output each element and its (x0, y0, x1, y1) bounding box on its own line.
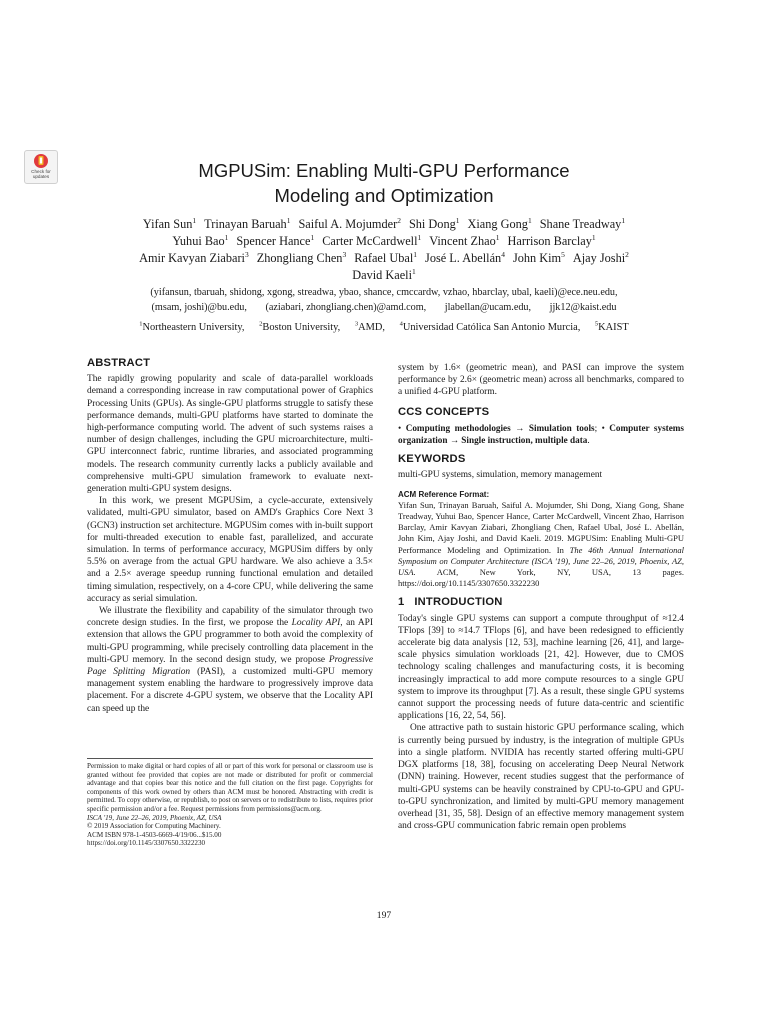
email-amd: (aziabari, zhongliang.chen)@amd.com, (265, 302, 427, 313)
email-kaist: jjk12@kaist.edu (549, 302, 617, 313)
author-name: Harrison Barclay$^1$ (507, 232, 596, 248)
locality-api-term: Locality API (291, 618, 341, 629)
acm-reference-heading: ACM Reference Format: (398, 489, 490, 499)
author-name: Xiang Gong$^1$ (467, 215, 532, 231)
affiliation: $^4$Universidad Católica San Antonio Murcia, (399, 321, 581, 334)
affiliation: $^3$AMD, (354, 321, 385, 334)
badge-label-line2: updates (32, 174, 50, 179)
author-name: Spencer Hance$^1$ (236, 232, 315, 248)
abstract-paragraph-3: We illustrate the flexibility and capability of the simulator through two concrete design studies. In the first, we propose the Locality API, an API extension that allows the GPU programmer to both avoid the complexity of multi-GPU programming, while precisely controlling data placement in the multi-GPU memory. In the second design study, we propose Progressive Page Splitting Migration (PASI), a customized multi-GPU memory management system enabling the hardware to progressively improve data placement. For a discrete 4-GPU system, we observe that the Locality API can speed up the (87, 606, 373, 714)
pasi-term: Progressive Page Splitting Migration (87, 654, 373, 678)
title-line-2: Modeling and Optimization (274, 185, 494, 206)
doi-link[interactable]: https://doi.org/10.1145/3307650.3322230 (87, 839, 206, 848)
keywords-text: multi-GPU systems, simulation, memory management (398, 470, 603, 481)
ccs-heading: CCS CONCEPTS (398, 405, 490, 418)
page-number: 197 (376, 910, 392, 921)
author-name: Yifan Sun$^1$ (142, 215, 197, 231)
abstract-paragraph-1: The rapidly growing popularity and scale of data-parallel workloads demand a corresponding increase in raw computational power of Graphics Processing Units (GPUs). As single-GPU platforms struggle to satisfy these performance demands, multi-GPU platforms have started to dominate the high-performance computing world. The advent of such systems raises a number of design challenges, including the GPU microarchitecture, multi-GPU interconnect fabric, runtime libraries, and associated programming models. The research community currently lacks a publicly available and comprehensive multi-GPU simulation framework to evaluate next-generation multi-GPU system designs. (87, 374, 373, 495)
author-name: Trinayan Baruah$^1$ (204, 215, 291, 231)
paper-title (0, 158, 768, 208)
affiliation-list (60, 318, 708, 335)
badge-label-line1: Check for (31, 169, 51, 174)
title-line-1: MGPUSim: Enabling Multi-GPU Performance (198, 160, 570, 181)
ccs-concepts: • Computing methodologies → Simulation tools; • Computer systems organization → Single instruction, multiple data. (398, 422, 685, 446)
affiliation: $^2$Boston University, (259, 321, 341, 334)
keywords-heading: KEYWORDS (398, 453, 466, 466)
author-name: Carter McCardwell$^1$ (322, 232, 422, 248)
intro-paragraph-1: Today's single GPU systems can support a compute throughput of ≈12.4 TFlops [39] to ≈14.7 TFlops [6], and have been redesigned to efficiently accelerate big data analysis [12, 53], machine learning [26, 41], and large-scale physics simulation workloads [21, 42]. However, due to CMOS technology scaling challenges and manufacturing costs, it is becoming increasingly impractical to add more compute resources to a single GPU system to improve its throughput [7]. As a result, these single GPU systems cannot support the processing needs of future data-centric and scientific applications [16, 22, 54, 56]. (398, 613, 684, 722)
left-column (87, 357, 373, 715)
abstract-continuation: system by 1.6× (geometric mean), and PASI can improve the system performance by 2.6× (geometric mean) across all benchmarks, compared to a unified 4-GPU platform. (398, 363, 684, 398)
abstract-paragraph-2: In this work, we present MGPUSim, a cycle-accurate, extensively validated, multi-GPU simulator, based on AMD's Graphics Core Next 3 (GCN3) instruction set architecture. MGPUSim comes with in-built support for multi-threaded execution to enable fast, parallelized, and accurate simulation. In terms of performance accuracy, MGPUSim differs by only 5.5% on average from the actual GPU hardware. We also achieve a 3.5× and a 2.5× average speedup running functional emulation and detailed timing simulation, respectively, on a 4-core CPU, while delivering the same accuracy as serial simulation. (87, 496, 373, 604)
author-name: Shi Dong$^1$ (408, 215, 460, 231)
author-name: Rafael Ubal$^1$ (354, 249, 418, 265)
author-name: José L. Abellán$^4$ (425, 249, 505, 265)
author-name: Shane Treadway$^1$ (539, 215, 626, 231)
email-bu: (msam, joshi)@bu.edu, (151, 302, 247, 313)
author-name: Zhongliang Chen$^3$ (256, 249, 347, 265)
author-name: Vincent Zhao$^1$ (429, 232, 500, 248)
author-name: Saiful A. Mojumder$^2$ (298, 215, 401, 231)
right-column (398, 362, 684, 832)
email-line-2 (60, 300, 708, 315)
introduction-heading: 1 INTRODUCTION (398, 596, 503, 609)
email-ucam: jlabellan@ucam.edu, (444, 302, 532, 313)
author-name: Yuhui Bao$^1$ (172, 232, 229, 248)
acm-reference: ACM Reference Format: Yifan Sun, Trinayan Baruah, Saiful A. Mojumder, Shi Dong, Xiang Gong, Shane Treadway, Yuhui Bao, Spencer Hance, Carter McCardwell, Vincent Zhao, Harrison Barclay, Amir Kavyan Ziabari, Zhongliang Chen, Rafael Ubal, José L. Abellán, John Kim, Ajay Joshi, and David Kaeli. 2019. MGPUSim: Enabling Multi-GPU Performance Modeling and Optimization. In The 46th Annual International Symposium on Computer Architecture (ISCA '19), June 22–26, 2019, Phoenix, AZ, USA. ACM, New York, NY, USA, 13 pages. https://doi.org/10.1145/3307650.3322230 (398, 489, 685, 589)
email-line-1: (yifansun, tbaruah, shidong, xgong, streadwa, ybao, shance, cmccardw, vzhao, hbarclay, ubal, kaeli)@ece.neu.edu, (150, 287, 618, 298)
copyright-footnote (87, 758, 373, 848)
abstract-heading: ABSTRACT (87, 357, 151, 369)
author-name: Amir Kavyan Ziabari$^3$ (139, 249, 249, 265)
copyright-line: © 2019 Association for Computing Machinery. (87, 822, 221, 831)
author-list (60, 216, 708, 284)
email-block (60, 285, 708, 315)
author-name: Ajay Joshi$^2$ (572, 249, 629, 265)
author-name: John Kim$^5$ (512, 249, 565, 265)
conference-line: ISCA '19, June 22–26, 2019, Phoenix, AZ, USA (87, 813, 222, 822)
affiliation: $^1$Northeastern University, (139, 321, 245, 334)
intro-paragraph-2: One attractive path to sustain historic GPU performance scaling, which is currently being pursued by industry, is the integration of multiple GPUs into a single platform. NVIDIA has recently started offering multi-GPU DGX platforms [18, 38], focusing on accelerating Deep Neural Network (DNN) training. However, recent studies suggest that the performance of multi-GPU systems can be heavily constrained by CPU-to-GPU and GPU-to-GPU synchronization, and limited by multi-GPU memory management overhead [31, 35, 58]. Design of an effective memory management system and cross-GPU communication fabric remain open problems (398, 723, 684, 832)
isbn-line: ACM ISBN 978-1-4503-6669-4/19/06...$15.00 (87, 830, 222, 839)
affiliation: $^5$KAIST (594, 321, 629, 334)
permission-text: Permission to make digital or hard copies of all or part of this work for personal or classroom use is granted without fee provided that copies are not made or distributed for profit or commercial advantage and that copies bear this notice and the full citation on the first page. Copyrights for components of this work owned by others than ACM must be honored. Abstracting with credit is permitted. To copy otherwise, or republish, to post on servers or to redistribute to lists, requires prior specific permission and/or a fee. Request permissions from permissions@acm.org. (87, 762, 373, 813)
author-name: David Kaeli$^1$ (352, 266, 416, 282)
